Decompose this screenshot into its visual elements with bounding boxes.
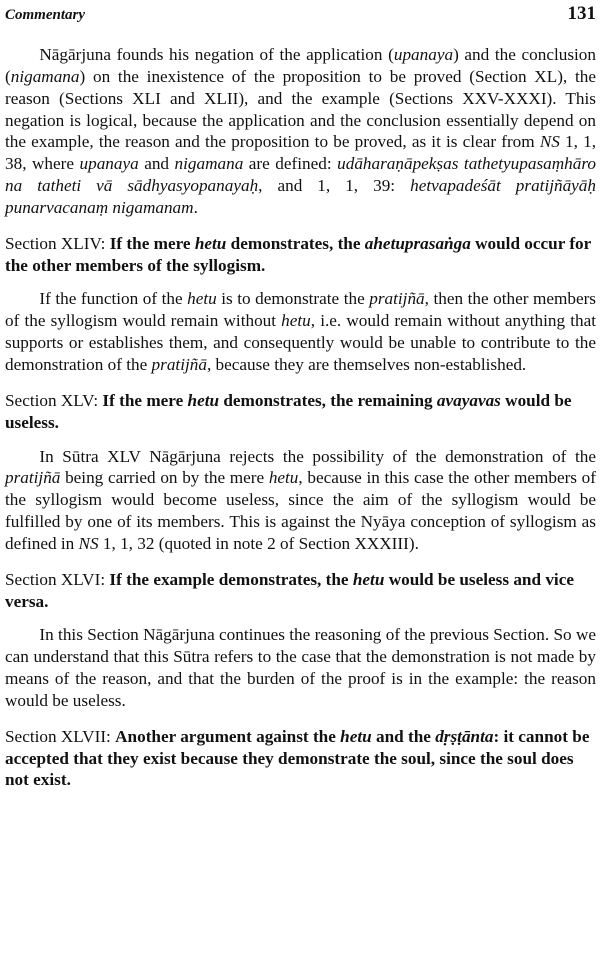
running-head: Commentary: [5, 7, 86, 23]
page-header: [5, 0, 596, 34]
paragraph-previous-section: In this Section Nāgārjuna continues the reasoning of the previous Section. So we can understand that this Sūtra refers to the case that the demonstration is not made by means of the reason, and that the burden of the proof is in the example: the reason would be useless.: [5, 625, 596, 710]
page-number: 131: [567, 3, 596, 24]
section-heading-xlvii: Section XLVII: Another argument against the hetu and the dṛṣṭānta: it cannot be accepted that they exist because they demonstrate the soul, since the soul does not exist.: [5, 726, 590, 790]
section-heading-xlv: Section XLV: If the mere hetu demonstrates, the remaining avayavas would be useless.: [5, 390, 572, 432]
paragraph-application-conclusion: Nāgārjuna founds his negation of the application (upanaya) and the conclusion (nigamana) on the inexistence of the proposition to be proved (Section XL), the reason (Sections XLI and XLII), and the example (Sections XXV-XXXI). This negation is logical, because the application and the conclusion essentially depend on the example, the reason and the proposition to be proved, as it is clear from NS 1, 1, 38, where upanaya and nigamana are defined: udāharaṇāpekṣas tathetyupasaṃhāro na tatheti vā sādhyasyopanayaḥ, and 1, 1, 39: hetvapadeśāt pratijñāyāḥ punarvacanaṃ nigamanam.: [5, 45, 596, 217]
paragraph-sutra-xlv: In Sūtra XLV Nāgārjuna rejects the possibility of the demonstration of the pratijñā being carried on by the mere hetu, because in this case the other members of the syllogism would become useless, since the aim of the syllogism would be fulfilled by one of its members. This is against the Nyāya conception of syllogism as defined in NS 1, 1, 32 (quoted in note 2 of Section XXXIII).: [5, 446, 596, 553]
section-heading-xlvi: Section XLVI: If the example demonstrates, the hetu would be useless and vice versa.: [5, 569, 574, 611]
paragraph-hetu-function: If the function of the hetu is to demonstrate the pratijñā, then the other members of the syllogism would remain without hetu, i.e. would remain without anything that supports or establishes them, and consequently would be unable to contribute to the demonstration of the pratijñā, because they are themselves non-established.: [5, 289, 596, 374]
section-heading-xliv: Section XLIV: If the mere hetu demonstrates, the ahetuprasaṅga would occur for the other members of the syllogism.: [5, 233, 591, 275]
